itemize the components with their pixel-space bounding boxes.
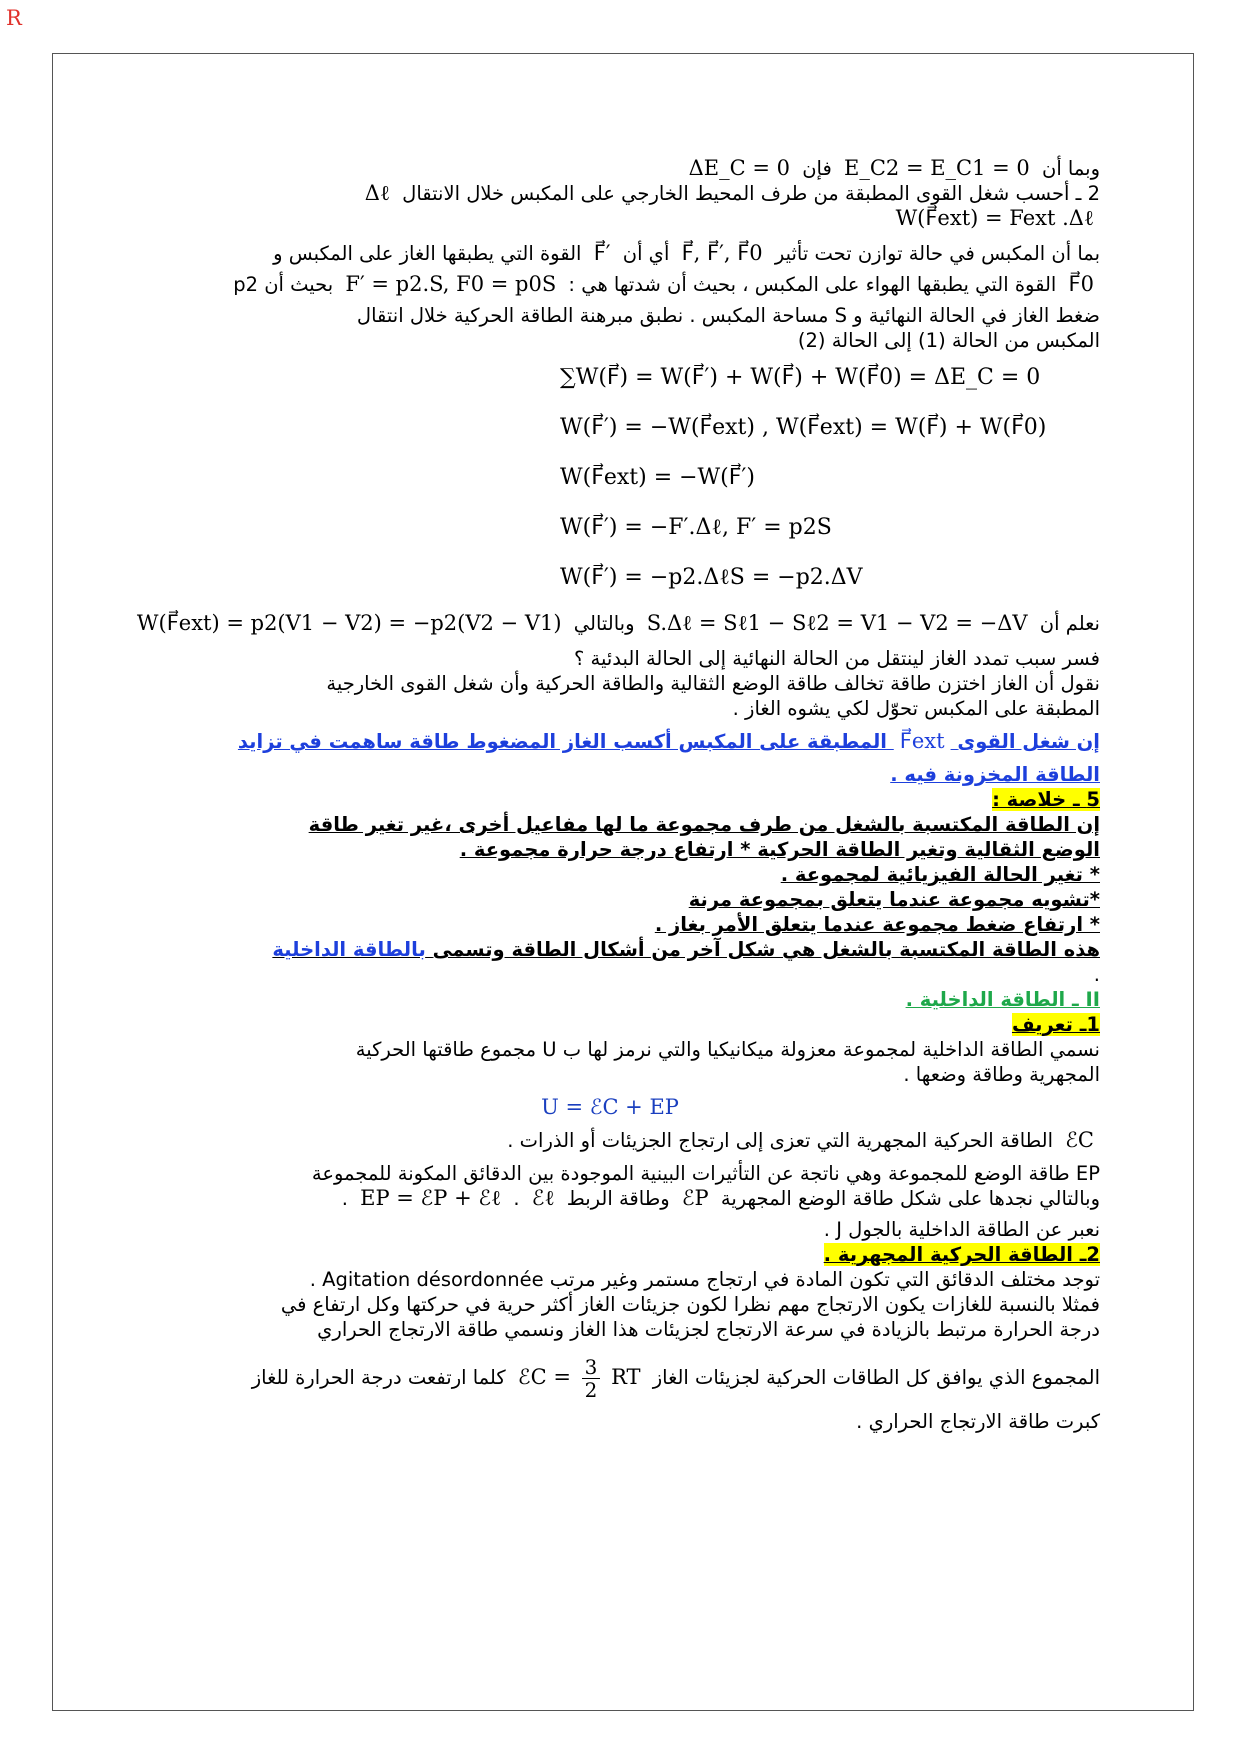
summary-line: * ارتفاع ضغط مجموعة عندما يتعلق الأمر بغاز . bbox=[654, 913, 1100, 936]
math-ep-sum: EP = ℰP + ℰℓ bbox=[360, 1186, 502, 1210]
line-we-know bbox=[120, 611, 1100, 636]
text: وبالتالي نجدها على شكل طاقة الوضع المجهرية bbox=[720, 1187, 1100, 1210]
line-ec-zero bbox=[120, 156, 1100, 181]
summary-conclusion bbox=[120, 937, 1100, 962]
kinetic-formula-line bbox=[120, 1352, 1100, 1403]
summary-line: الوضع الثقالية وتغير الطاقة الحركية * ارتفاع درجة حرارة مجموعة . bbox=[459, 838, 1100, 861]
summary-heading bbox=[120, 787, 1100, 812]
kinetic-line: توجد مختلف الدقائق التي تكون المادة في ارتجاج مستمر وغير مرتب Agitation désordonnée . bbox=[309, 1268, 1100, 1291]
math-delta-l: Δℓ bbox=[364, 181, 390, 205]
line-work-fext bbox=[120, 206, 1100, 231]
ep-decomposition: وبالتالي نجدها على شكل طاقة الوضع المجهرية ℰP وطاقة الربط ℰℓ . EP = ℰP + ℰℓ . bbox=[341, 1186, 1100, 1210]
numerator: 3 bbox=[582, 1356, 601, 1379]
math-work-result: W(F⃗ext) = p2(V1 − V2) = −p2(V2 − V1) bbox=[136, 611, 562, 635]
equation-block bbox=[120, 353, 1100, 603]
text: المكبس من الحالة (1) إلى الحالة (2) bbox=[797, 329, 1100, 352]
kinetic-line: درجة الحرارة مرتبط بالزيادة في سرعة الارتجاج لجزيئات هذا الغاز ونسمي طاقة الارتجاج الحراري bbox=[317, 1318, 1100, 1341]
math-forces: F⃗, F⃗′, F⃗0 bbox=[681, 241, 763, 265]
document-body bbox=[120, 96, 1100, 1434]
corner-mark: R bbox=[6, 6, 22, 30]
summary-title: 5 ـ خلاصة : bbox=[992, 788, 1100, 811]
math-volume: S.Δℓ = Sℓ1 − Sℓ2 = V1 − V2 = −ΔV bbox=[646, 611, 1028, 635]
math-delta-ec: ΔE_C = 0 bbox=[688, 156, 791, 180]
text: هذه الطاقة المكتسبة بالشغل هي شكل آخر من أشكال الطاقة وتسمى bbox=[432, 938, 1100, 961]
ec-definition bbox=[120, 1128, 1100, 1153]
text: القوة التي يطبقها الهواء على المكبس ، بحيث أن شدتها هي : bbox=[568, 273, 1057, 296]
math-f0: F⃗0 bbox=[1068, 272, 1094, 296]
question-expansion: فسر سبب تمدد الغاز لينتقل من الحالة النهائية إلى الحالة البدئية ؟ bbox=[573, 647, 1100, 670]
math-ec-equal: E_C2 = E_C1 = 0 bbox=[844, 156, 1030, 180]
text: الطاقة الحركية المجهرية التي تعزى إلى ارتجاج الجزيئات أو الذرات . bbox=[507, 1129, 1053, 1152]
text: أي أن bbox=[622, 242, 670, 265]
text: نعلم أن bbox=[1039, 612, 1100, 635]
denominator: 2 bbox=[584, 1378, 598, 1402]
equation: W(F⃗′) = −p2.ΔℓS = −p2.ΔV bbox=[560, 565, 863, 590]
line-equilibrium bbox=[120, 241, 1100, 266]
text: كلما ارتفعت درجة الحرارة للغاز bbox=[251, 1366, 506, 1389]
kinetic-heading bbox=[120, 1242, 1100, 1267]
kinetic-title: 2ـ الطاقة الحركية المجهرية . bbox=[823, 1243, 1100, 1266]
math-f-prime: F⃗′ bbox=[593, 241, 611, 265]
section-2-title: II ـ الطاقة الداخلية . bbox=[905, 988, 1100, 1011]
text: 2 ـ أحسب شغل القوى المطبقة من طرف المحيط الخارجي على المكبس خلال الانتقال bbox=[402, 182, 1100, 205]
internal-energy-equation: U = ℰC + EP bbox=[541, 1095, 679, 1119]
line-piston-states bbox=[120, 328, 1100, 353]
formula-rhs: RT bbox=[611, 1365, 641, 1389]
math-work-fext: W(F⃗ext) = Fext .Δℓ bbox=[895, 206, 1094, 230]
text: وبما أن bbox=[1042, 157, 1100, 180]
answer-line-1: نقول أن الغاز اختزن طاقة تخالف طاقة الوضع الثقالية والطاقة الحركية وأن شغل القوى الخارجية bbox=[326, 672, 1100, 695]
text: بحيث أن p2 bbox=[233, 273, 334, 296]
blue-statement-end: الطاقة المخزونة فيه . bbox=[890, 763, 1100, 786]
math-ep-micro: ℰP bbox=[681, 1186, 709, 1210]
text: ضغط الغاز في الحالة النهائية و S مساحة المكبس . نطبق مبرهنة الطاقة الحركية خلال انتقال bbox=[356, 304, 1100, 327]
kinetic-line-final: كبرت طاقة الارتجاج الحراري . bbox=[856, 1410, 1100, 1433]
fraction bbox=[582, 1356, 601, 1401]
math-intensities: F′ = p2.S, F0 = p0S bbox=[345, 272, 557, 296]
kinetic-line: فمثلا بالنسبة للغازات يكون الارتجاج مهم نظرا لكون جزيئات الغاز أكثر حرية في حركتها وكل ارتفاع في bbox=[280, 1293, 1100, 1316]
text: وبالتالي bbox=[573, 612, 635, 635]
summary-line: * تغير الحالة الفيزيائية لمجموعة . bbox=[780, 863, 1100, 886]
math-bond: ℰℓ bbox=[531, 1186, 555, 1210]
equation: W(F⃗′) = −F′.Δℓ, F′ = p2S bbox=[560, 515, 832, 540]
definition-title: 1ـ تعريف bbox=[1011, 1013, 1100, 1036]
summary-line: إن الطاقة المكتسبة بالشغل من طرف مجموعة ما لها مفاعيل أخرى ،غير تغير طاقة bbox=[308, 813, 1100, 836]
summary-line: *تشويه مجموعة عندما يتعلق بمجموعة مرنة bbox=[688, 888, 1100, 911]
text: وطاقة الربط bbox=[566, 1187, 670, 1210]
equation: W(F⃗ext) = −W(F⃗′) bbox=[560, 465, 755, 490]
line-pressure bbox=[120, 303, 1100, 328]
equation: ∑W(F⃗) = W(F⃗′) + W(F⃗) + W(F⃗0) = ΔE_C = 0 bbox=[560, 365, 1041, 390]
math-ec: ℰC bbox=[1065, 1128, 1094, 1152]
stray-dot: . bbox=[1093, 963, 1100, 986]
joule-line: نعبر عن الطاقة الداخلية بالجول J . bbox=[823, 1218, 1100, 1241]
math-thermal-energy bbox=[512, 1352, 647, 1402]
math-fext: F⃗ext bbox=[899, 729, 945, 753]
text: المطبقة على المكبس أكسب الغاز المضغوط طاقة ساهمت في تزايد bbox=[237, 730, 887, 753]
definition-line: نسمي الطاقة الداخلية لمجموعة معزولة ميكانيكيا والتي نرمز لها ب U مجموع طاقتها الحركية bbox=[355, 1038, 1100, 1061]
line-air-force bbox=[120, 272, 1100, 297]
answer-line-2: المطبقة على المكبس تحوّل لكي يشوه الغاز . bbox=[732, 697, 1100, 720]
text: فإن bbox=[802, 157, 832, 180]
formula-lhs: ℰC = bbox=[517, 1365, 571, 1389]
definition-heading bbox=[120, 1012, 1100, 1037]
text: المجموع الذي يوافق كل الطاقات الحركية لجزيئات الغاز bbox=[652, 1366, 1100, 1389]
ep-definition: EP طاقة الوضع للمجموعة وهي ناتجة عن التأثيرات البينية الموجودة بين الدقائق المكونة للمجموعة bbox=[311, 1162, 1100, 1185]
text: القوة التي يطبقها الغاز على المكبس و bbox=[273, 242, 582, 265]
line-question-2 bbox=[120, 181, 1100, 206]
equation: W(F⃗′) = −W(F⃗ext) , W(F⃗ext) = W(F⃗) + W(F⃗0) bbox=[560, 415, 1047, 440]
blue-statement bbox=[120, 729, 1100, 754]
definition-line: المجهرية وطاقة وضعها . bbox=[903, 1063, 1100, 1086]
text: إن شغل القوى bbox=[957, 730, 1100, 753]
text: بما أن المكبس في حالة توازن تحت تأثير bbox=[774, 242, 1100, 265]
internal-energy-term: بالطاقة الداخلية bbox=[272, 938, 426, 961]
